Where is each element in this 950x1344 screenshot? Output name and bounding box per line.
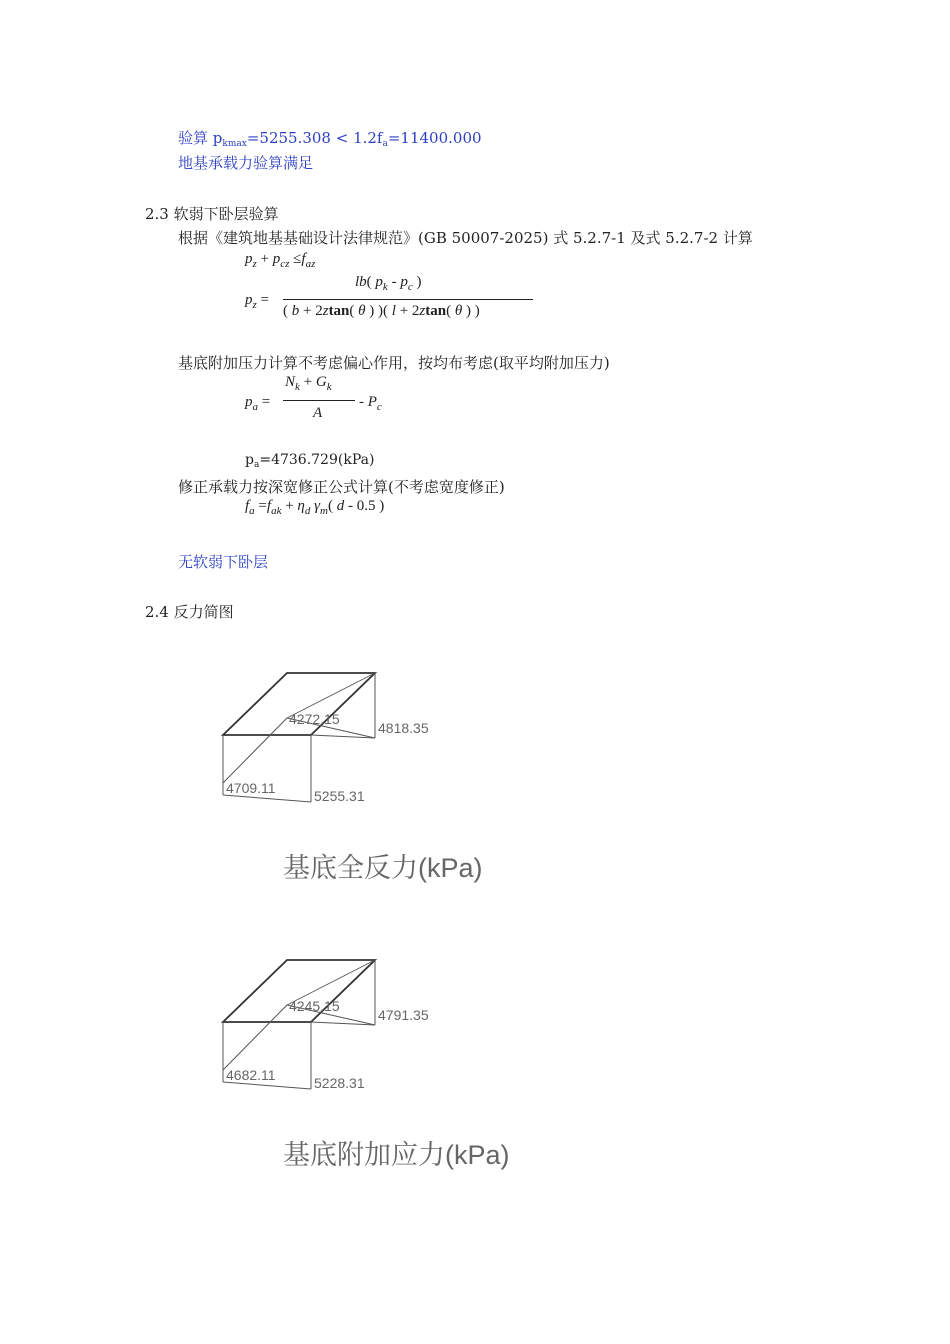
reaction-diagram-full [215, 665, 515, 895]
formula-pz-pcz: $p_z + p_{cz} \le f_{az}$ [245, 251, 316, 270]
check-result: 地基承载力验算满足 [178, 154, 314, 172]
section-2-4-heading: 2.4 反力简图 [145, 603, 234, 621]
conclusion: 无软弱下卧层 [178, 553, 269, 571]
label-back-left: 4272.15 [289, 711, 340, 727]
reaction-diagram-additional [215, 952, 515, 1182]
fa-note: 修正承载力按深宽修正公式计算(不考虑宽度修正) [178, 478, 505, 496]
avg-note: 基底附加压力计算不考虑偏心作用，按均布考虑(取平均附加压力) [178, 354, 610, 372]
label-front-left: 4682.11 [226, 1067, 276, 1083]
formula-pz: $p_z$ = lb( $p_k - p_c$ ) ( b + 2ztan( θ ) )( l + 2ztan( θ ) ) [245, 270, 545, 322]
label-back-right: 4818.35 [378, 720, 429, 736]
label-back-left: 4245.15 [289, 998, 340, 1014]
check-line: 验算 $p_{kmax}=5255.308 < 1.2f_a=11400.000$ [178, 129, 482, 149]
section-2-3-heading: 2.3 软弱下卧层验算 [145, 205, 279, 223]
caption-full: 基底全反力(kPa) [283, 853, 483, 883]
label-back-right: 4791.35 [378, 1007, 429, 1023]
label-front-right: 5255.31 [314, 788, 365, 804]
formula-pa: $p_a$ = $N_k + G_k$ A - $P_c$ [245, 374, 382, 421]
label-front-right: 5228.31 [314, 1075, 365, 1091]
caption-additional: 基底附加应力(kPa) [283, 1140, 510, 1170]
label-front-left: 4709.11 [226, 780, 276, 796]
formula-fa: $f_a =f_{ak} + \eta_d$ $\gamma_m$( d - 0.5 ) [245, 498, 385, 517]
basis-text: 根据《建筑地基基础设计法律规范》(GB 50007-2025) 式 5.2.7-1 及式 5.2.7-2 计算 [178, 229, 753, 247]
pa-value: $p_a=4736.729(kPa)$ [245, 452, 375, 470]
